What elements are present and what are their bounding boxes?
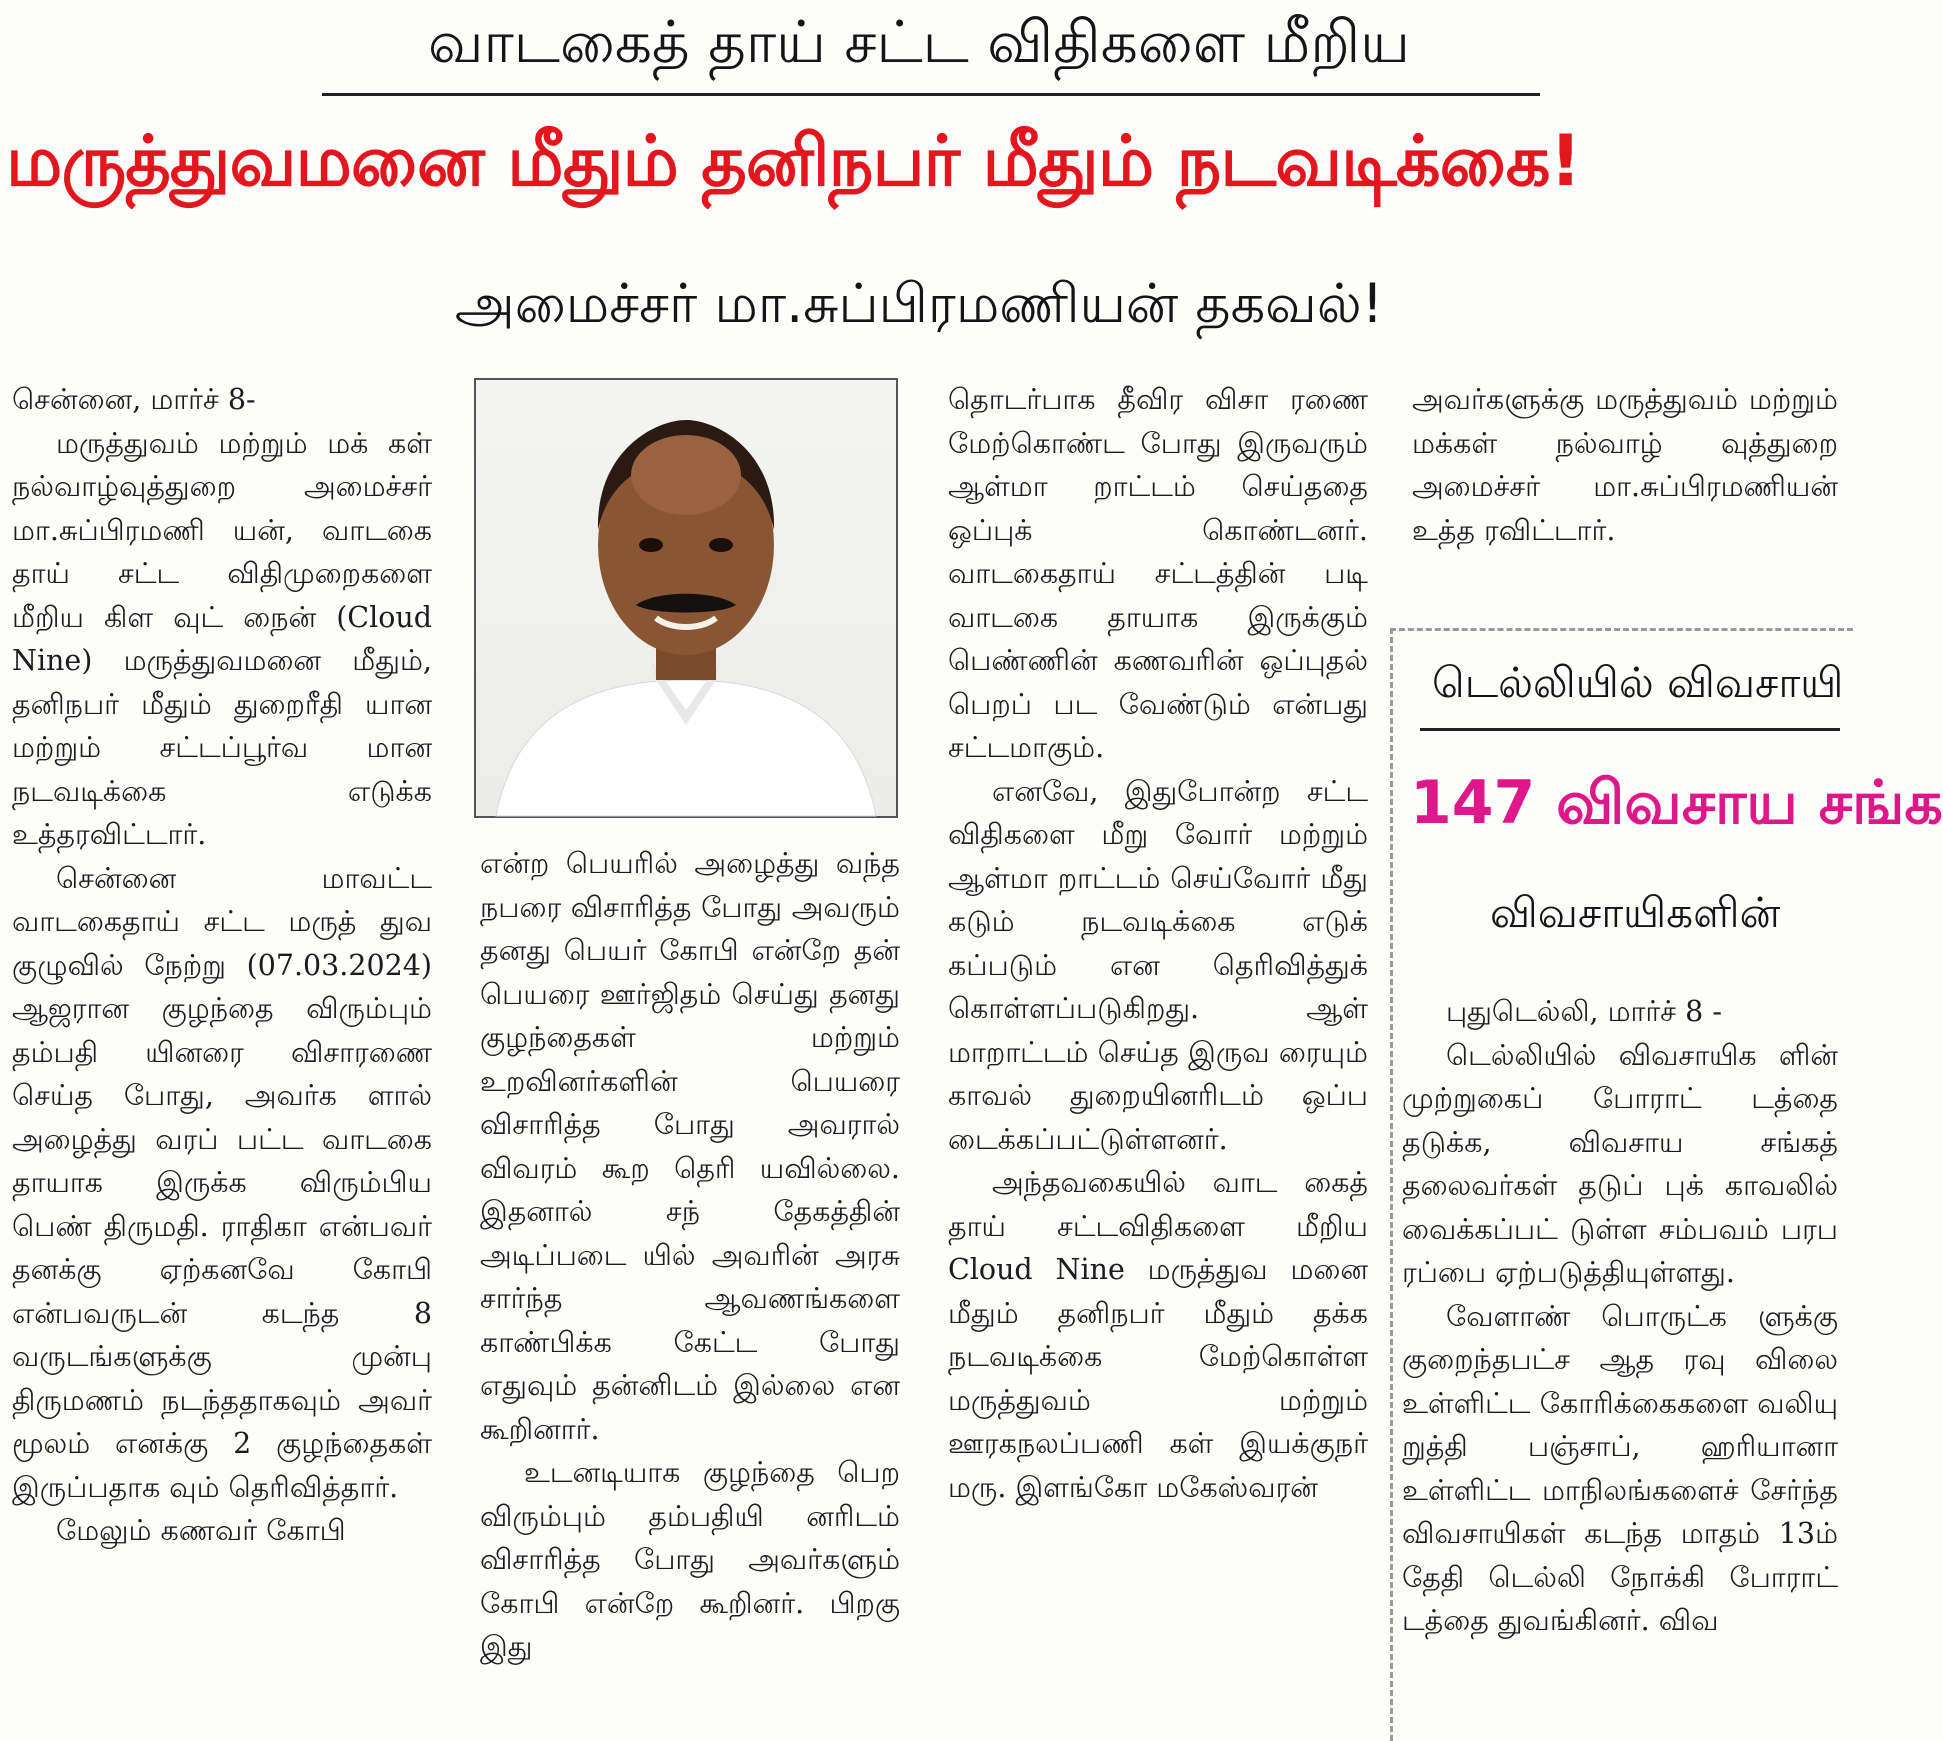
sidebar-story-headline: 147 விவசாய சங்க (1410, 768, 1943, 838)
paragraph: அந்தவகையில் வாட கைத் தாய் சட்டவிதிகளை மீறிய Cloud Nine மருத்துவ மனை மீதும் தனிநபர் மீதும் தக்க நடவடிக்கை மேற்கொள்ள மருத்துவம் மற்றும் ஊரகநலப்பணி கள் இயக்குநர் மரு. இளங்கோ மகேஸ்வரன் (948, 1166, 1368, 1504)
article-column-2 (480, 842, 900, 1669)
paragraph: சென்னை மாவட்ட வாடகைதாய் சட்ட மருத் துவ குழுவில் நேற்று (07.03.2024) ஆஜரான குழந்தை விரும்பும் தம்பதி யினரை விசாரணை செய்த போது, அவர்க ளால் அழைத்து வரப் பட்ட வாடகை தாயாக இருக்க விரும்பிய பெண் திருமதி. ராதிகா என்பவர் தனக்கு ஏற்கனவே கோபி என்பவருடன் கடந்த 8 வருடங்களுக்கு முன்பு திருமணம் நடந்ததாகவும் அவர் மூலம் எனக்கு 2 குழந்தைகள் இருப்பதாக வும் தெரிவித்தார். (12, 861, 432, 1504)
paragraph: டெல்லியில் விவசாயிக ளின் முற்றுகைப் போராட் டத்தை தடுக்க, விவசாய சங்கத் தலைவர்கள் தடுப் புக் காவலில் வைக்கப்பட் டுள்ள சம்பவம் பரப ரப்பை ஏற்படுத்தியுள்ளது. (1402, 1038, 1838, 1289)
sidebar-story-underline (1420, 728, 1840, 731)
kicker-underline (322, 93, 1540, 96)
paragraph: அவர்களுக்கு மருத்துவம் மற்றும் மக்கள் நல்வாழ் வுத்துறை அமைச்சர் மா.சுப்பிரமணியன் உத்த ரவிட்டார். (1412, 383, 1838, 547)
minister-photo (474, 378, 898, 818)
dateline: சென்னை, மார்ச் 8- (12, 383, 256, 416)
dateline: புதுடெல்லி, மார்ச் 8 - (1446, 995, 1722, 1028)
sub-headline: அமைச்சர் மா.சுப்பிரமணியன் தகவல்! (454, 272, 1384, 335)
article-column-3 (948, 378, 1368, 1509)
sidebar-story-kicker: டெல்லியில் விவசாயி (1432, 658, 1844, 707)
sidebar-story-body (1402, 990, 1838, 1643)
paragraph: மருத்துவம் மற்றும் மக் கள் நல்வாழ்வுத்துறை அமைச்சர் மா.சுப்பிரமணி யன், வாடகை தாய் சட்ட விதிமுறைகளை மீறிய கிள வுட் நைன் (Cloud Nine) மருத்துவமனை மீதும், தனிநபர் மீதும் துறைரீதி யான மற்றும் சட்டப்பூர்வ மான நடவடிக்கை எடுக்க உத்தரவிட்டார். (12, 426, 432, 851)
paragraph: எனவே, இதுபோன்ற சட்ட விதிகளை மீறு வோர் மற்றும் ஆள்மா றாட்டம் செய்வோர் மீது கடும் நடவடிக்கை எடுக் கப்படும் என தெரிவித்துக் கொள்ளப்படுகிறது. ஆள் மாறாட்டம் செய்த இருவ ரையும் காவல் துறையினரிடம் ஒப்ப டைக்கப்பட்டுள்ளனர். (948, 774, 1368, 1156)
paragraph: வேளாண் பொருட்க ளுக்கு குறைந்தபட்ச ஆத ரவு விலை உள்ளிட்ட கோரிக்கைகளை வலியு றுத்தி பஞ்சாப், ஹரியானா உள்ளிட்ட மாநிலங்களைச் சேர்ந்த விவசாயிகள் கடந்த மாதம் 13ம் தேதி டெல்லி நோக்கி போராட் டத்தை துவங்கினர். விவ (1402, 1299, 1838, 1637)
article-column-4 (1412, 378, 1838, 552)
article-column-1 (12, 378, 432, 1553)
paragraph: தொடர்பாக தீவிர விசா ரணை மேற்கொண்ட போது இருவரும் ஆள்மா றாட்டம் செய்ததை ஒப்புக் கொண்டனர். வாடகைதாய் சட்டத்தின் படி வாடகை தாயாக இருக்கும் பெண்ணின் கணவரின் ஒப்புதல் பெறப் பட வேண்டும் என்பது சட்டமாகும். (948, 383, 1368, 764)
paragraph: மேலும் கணவர் கோபி (56, 1514, 346, 1547)
main-headline: மருத்துவமனை மீதும் தனிநபர் மீதும் நடவடிக்கை! (6, 120, 1581, 202)
kicker-headline: வாடகைத் தாய் சட்ட விதிகளை மீறிய (427, 8, 1411, 76)
sidebar-story-subhead: விவசாயிகளின் (1490, 888, 1781, 937)
portrait-illustration (476, 380, 896, 816)
paragraph: என்ற பெயரில் அழைத்து வந்த நபரை விசாரித்த போது அவரும் தனது பெயர் கோபி என்றே தன் பெயரை ஊர்ஜிதம் செய்து தனது குழந்தைகள் மற்றும் உறவினர்களின் பெயரை விசாரித்த போது அவரால் விவரம் கூற தெரி யவில்லை. இதனால் சந் தேகத்தின் அடிப்படை யில் அவரின் அரசு சார்ந்த ஆவணங்களை காண்பிக்க கேட்ட போது எதுவும் தன்னிடம் இல்லை என கூறினார். (480, 847, 900, 1446)
paragraph: உடனடியாக குழந்தை பெற விரும்பும் தம்பதியி னரிடம் விசாரித்த போது அவர்களும் கோபி என்றே கூறினர். பிறகு இது (480, 1456, 900, 1663)
